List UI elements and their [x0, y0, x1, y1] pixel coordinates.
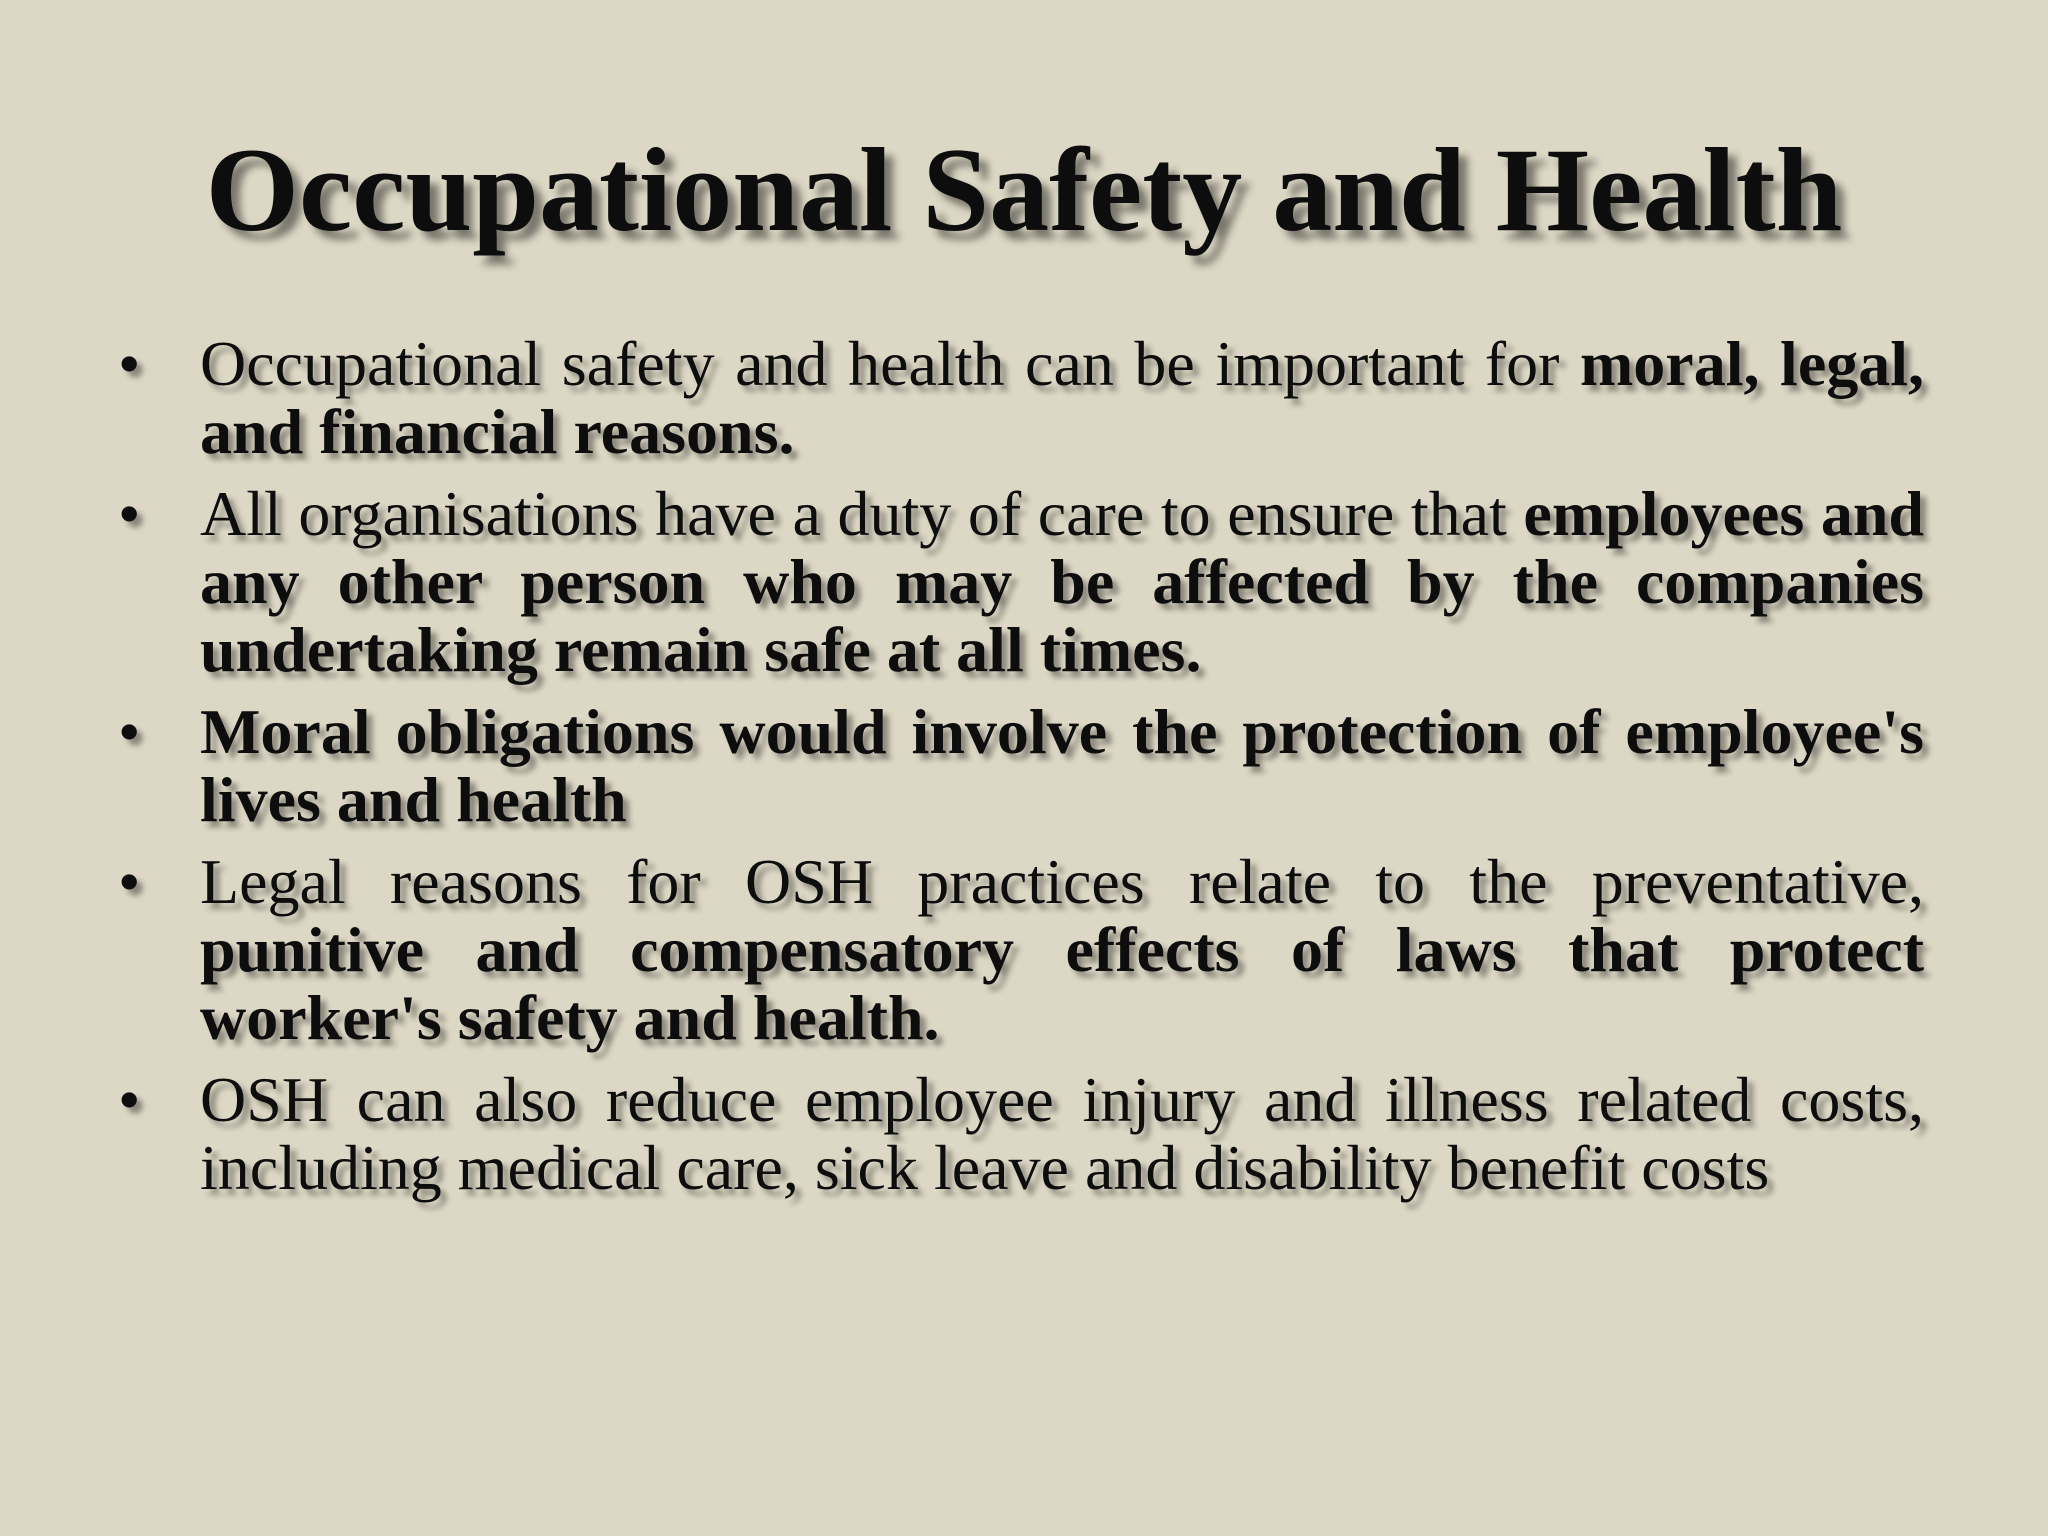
bullet-item-duty-of-care [118, 480, 1924, 684]
bullet-item-legal-reasons [118, 848, 1924, 1052]
bullet-item-moral-obligations [118, 698, 1924, 834]
bullet-text: Legal reasons for OSH practices relate to the preventative, [200, 846, 1924, 917]
bullet-dot-icon: • [118, 1064, 141, 1135]
bullet-bold-text: moral, legal, and financial reasons. [200, 328, 1924, 467]
bullet-text: OSH can also reduce employee injury and illness related costs, including medical care, sick leave and disability benefit costs [200, 1064, 1924, 1203]
bullet-bold-text: Moral obligations would involve the protection of employee's lives and health [200, 696, 1924, 835]
bullet-dot-icon: • [118, 846, 141, 917]
bullet-item-cost-reduction [118, 1066, 1924, 1202]
bullet-item-moral-legal-financial [118, 330, 1924, 466]
bullet-dot-icon: • [118, 328, 141, 399]
bullet-dot-icon: • [118, 478, 141, 549]
bullet-text: All organisations have a duty of care to ensure that [200, 478, 1524, 549]
bullet-dot-icon: • [118, 696, 141, 767]
slide-title: Occupational Safety and Health [205, 123, 1843, 256]
bullet-bold-text: employees and any other person who may be affected by the companies undertaking remain safe at all times. [200, 478, 1925, 685]
bullet-list [118, 330, 1924, 1216]
bullet-text: Occupational safety and health can be important for [200, 328, 1580, 399]
bullet-bold-text: punitive and compensatory effects of laws that protect worker's safety and health. [200, 914, 1924, 1053]
